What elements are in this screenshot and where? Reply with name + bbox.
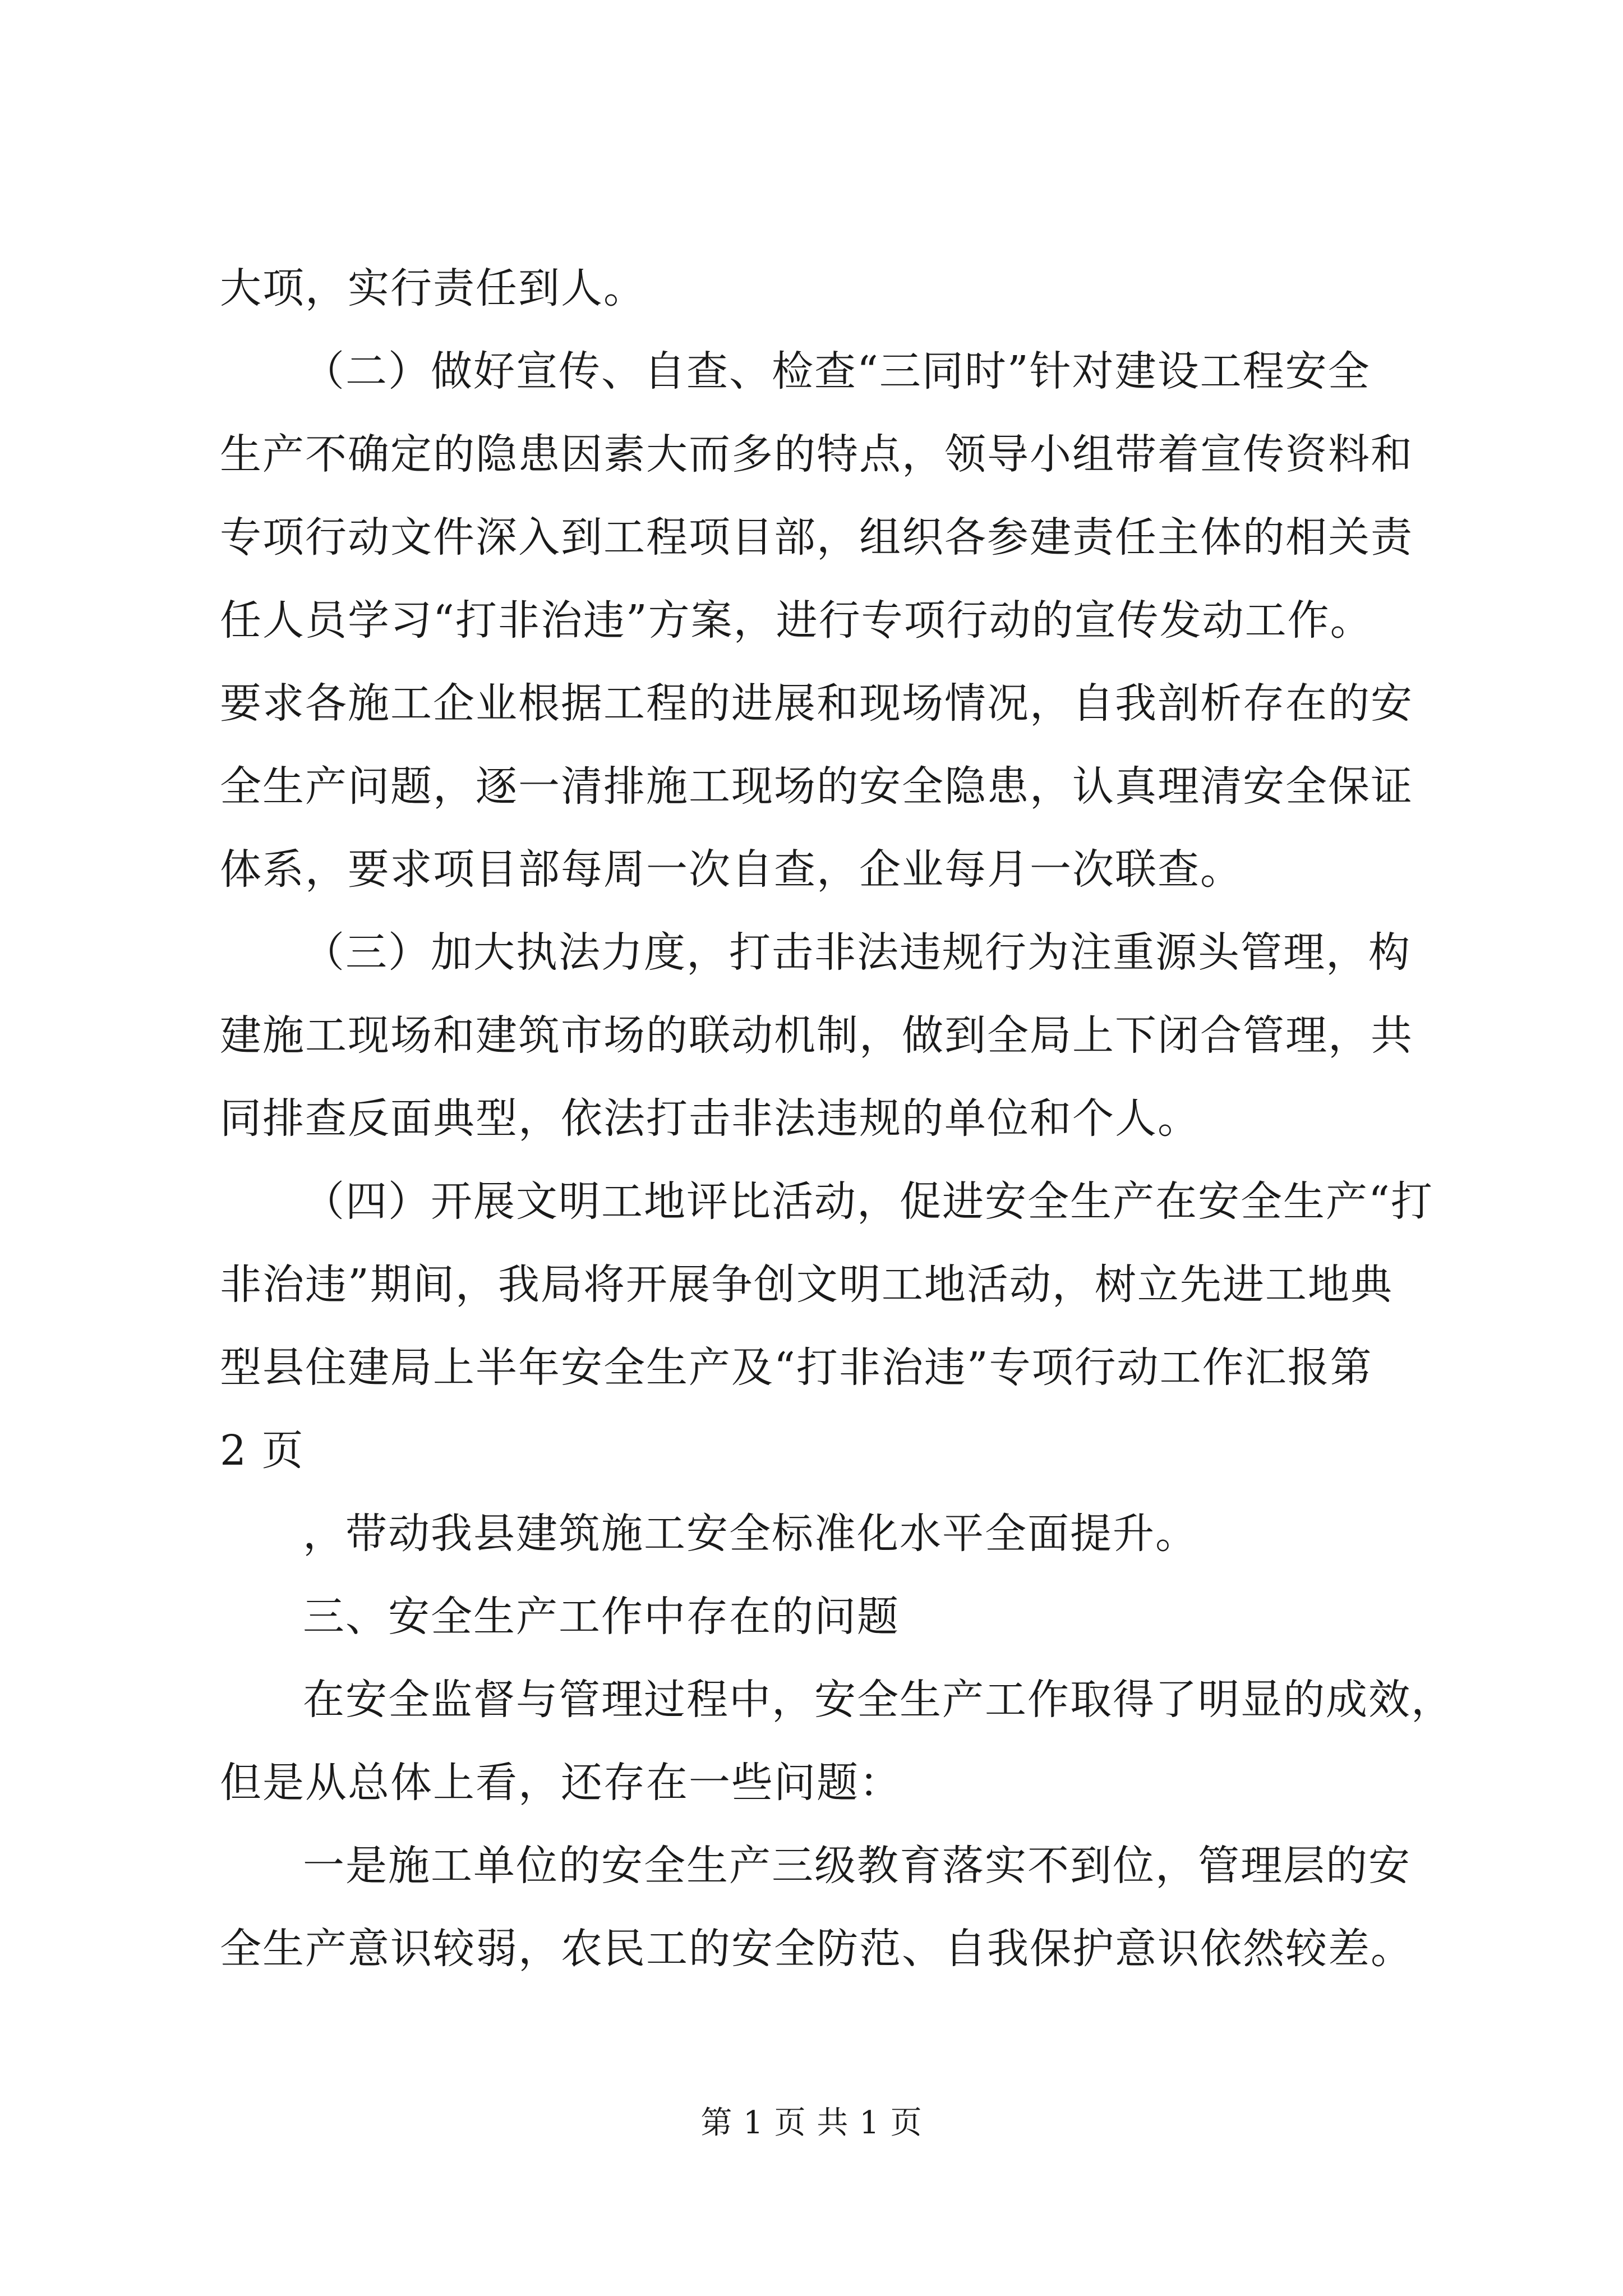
text-line: 型县住建局上半年安全生产及“打非治违”专项行动工作汇报第 — [220, 1343, 1373, 1392]
text-line: 一是施工单位的安全生产三级教育落实不到位，管理层的安 — [303, 1842, 1411, 1890]
text-line: 专项行动文件深入到工程项目部，组织各参建责任主体的相关责 — [220, 513, 1413, 562]
text-line: 同排查反面典型，依法打击非法违规的单位和个人。 — [220, 1094, 1200, 1143]
text-line: 任人员学习“打非治违”方案，进行专项行动的宣传发动工作。 — [220, 596, 1373, 645]
text-line: （二）做好宣传、自查、检查“三同时”针对建设工程安全 — [303, 347, 1371, 395]
text-line: 建施工现场和建筑市场的联动机制，做到全局上下闭合管理，共 — [220, 1011, 1413, 1060]
text-line: 全生产问题，逐一清排施工现场的安全隐患，认真理清安全保证 — [220, 762, 1413, 811]
text-line: 大项，实行责任到人。 — [220, 264, 646, 312]
text-line: 2 页 — [220, 1427, 305, 1475]
text-line: 要求各施工企业根据工程的进展和现场情况，自我剖析存在的安 — [220, 679, 1413, 728]
text-line: 非治违”期间，我局将开展争创文明工地活动，树立先进工地典 — [220, 1260, 1393, 1309]
section-heading: 三、安全生产工作中存在的问题 — [303, 1593, 900, 1641]
page-number-footer: 第 1 页 共 1 页 — [700, 2105, 923, 2141]
text-line: 生产不确定的隐患因素大而多的特点，领导小组带着宣传资料和 — [220, 430, 1413, 478]
text-line: 但是从总体上看，还存在一些问题： — [220, 1759, 902, 1807]
text-line: 体系，要求项目部每周一次自查，企业每月一次联查。 — [220, 845, 1243, 894]
text-line: ，带动我县建筑施工安全标准化水平全面提升。 — [303, 1510, 1198, 1558]
document-body — [220, 247, 1454, 1990]
text-line: 全生产意识较弱，农民工的安全防范、自我保护意识依然较差。 — [220, 1925, 1413, 1973]
text-line: （三）加大执法力度，打击非法违规行为注重源头管理，构 — [303, 928, 1411, 977]
text-line: 在安全监督与管理过程中，安全生产工作取得了明显的成效， — [303, 1676, 1454, 1724]
text-line: （四）开展文明工地评比活动，促进安全生产在安全生产“打 — [303, 1177, 1433, 1226]
